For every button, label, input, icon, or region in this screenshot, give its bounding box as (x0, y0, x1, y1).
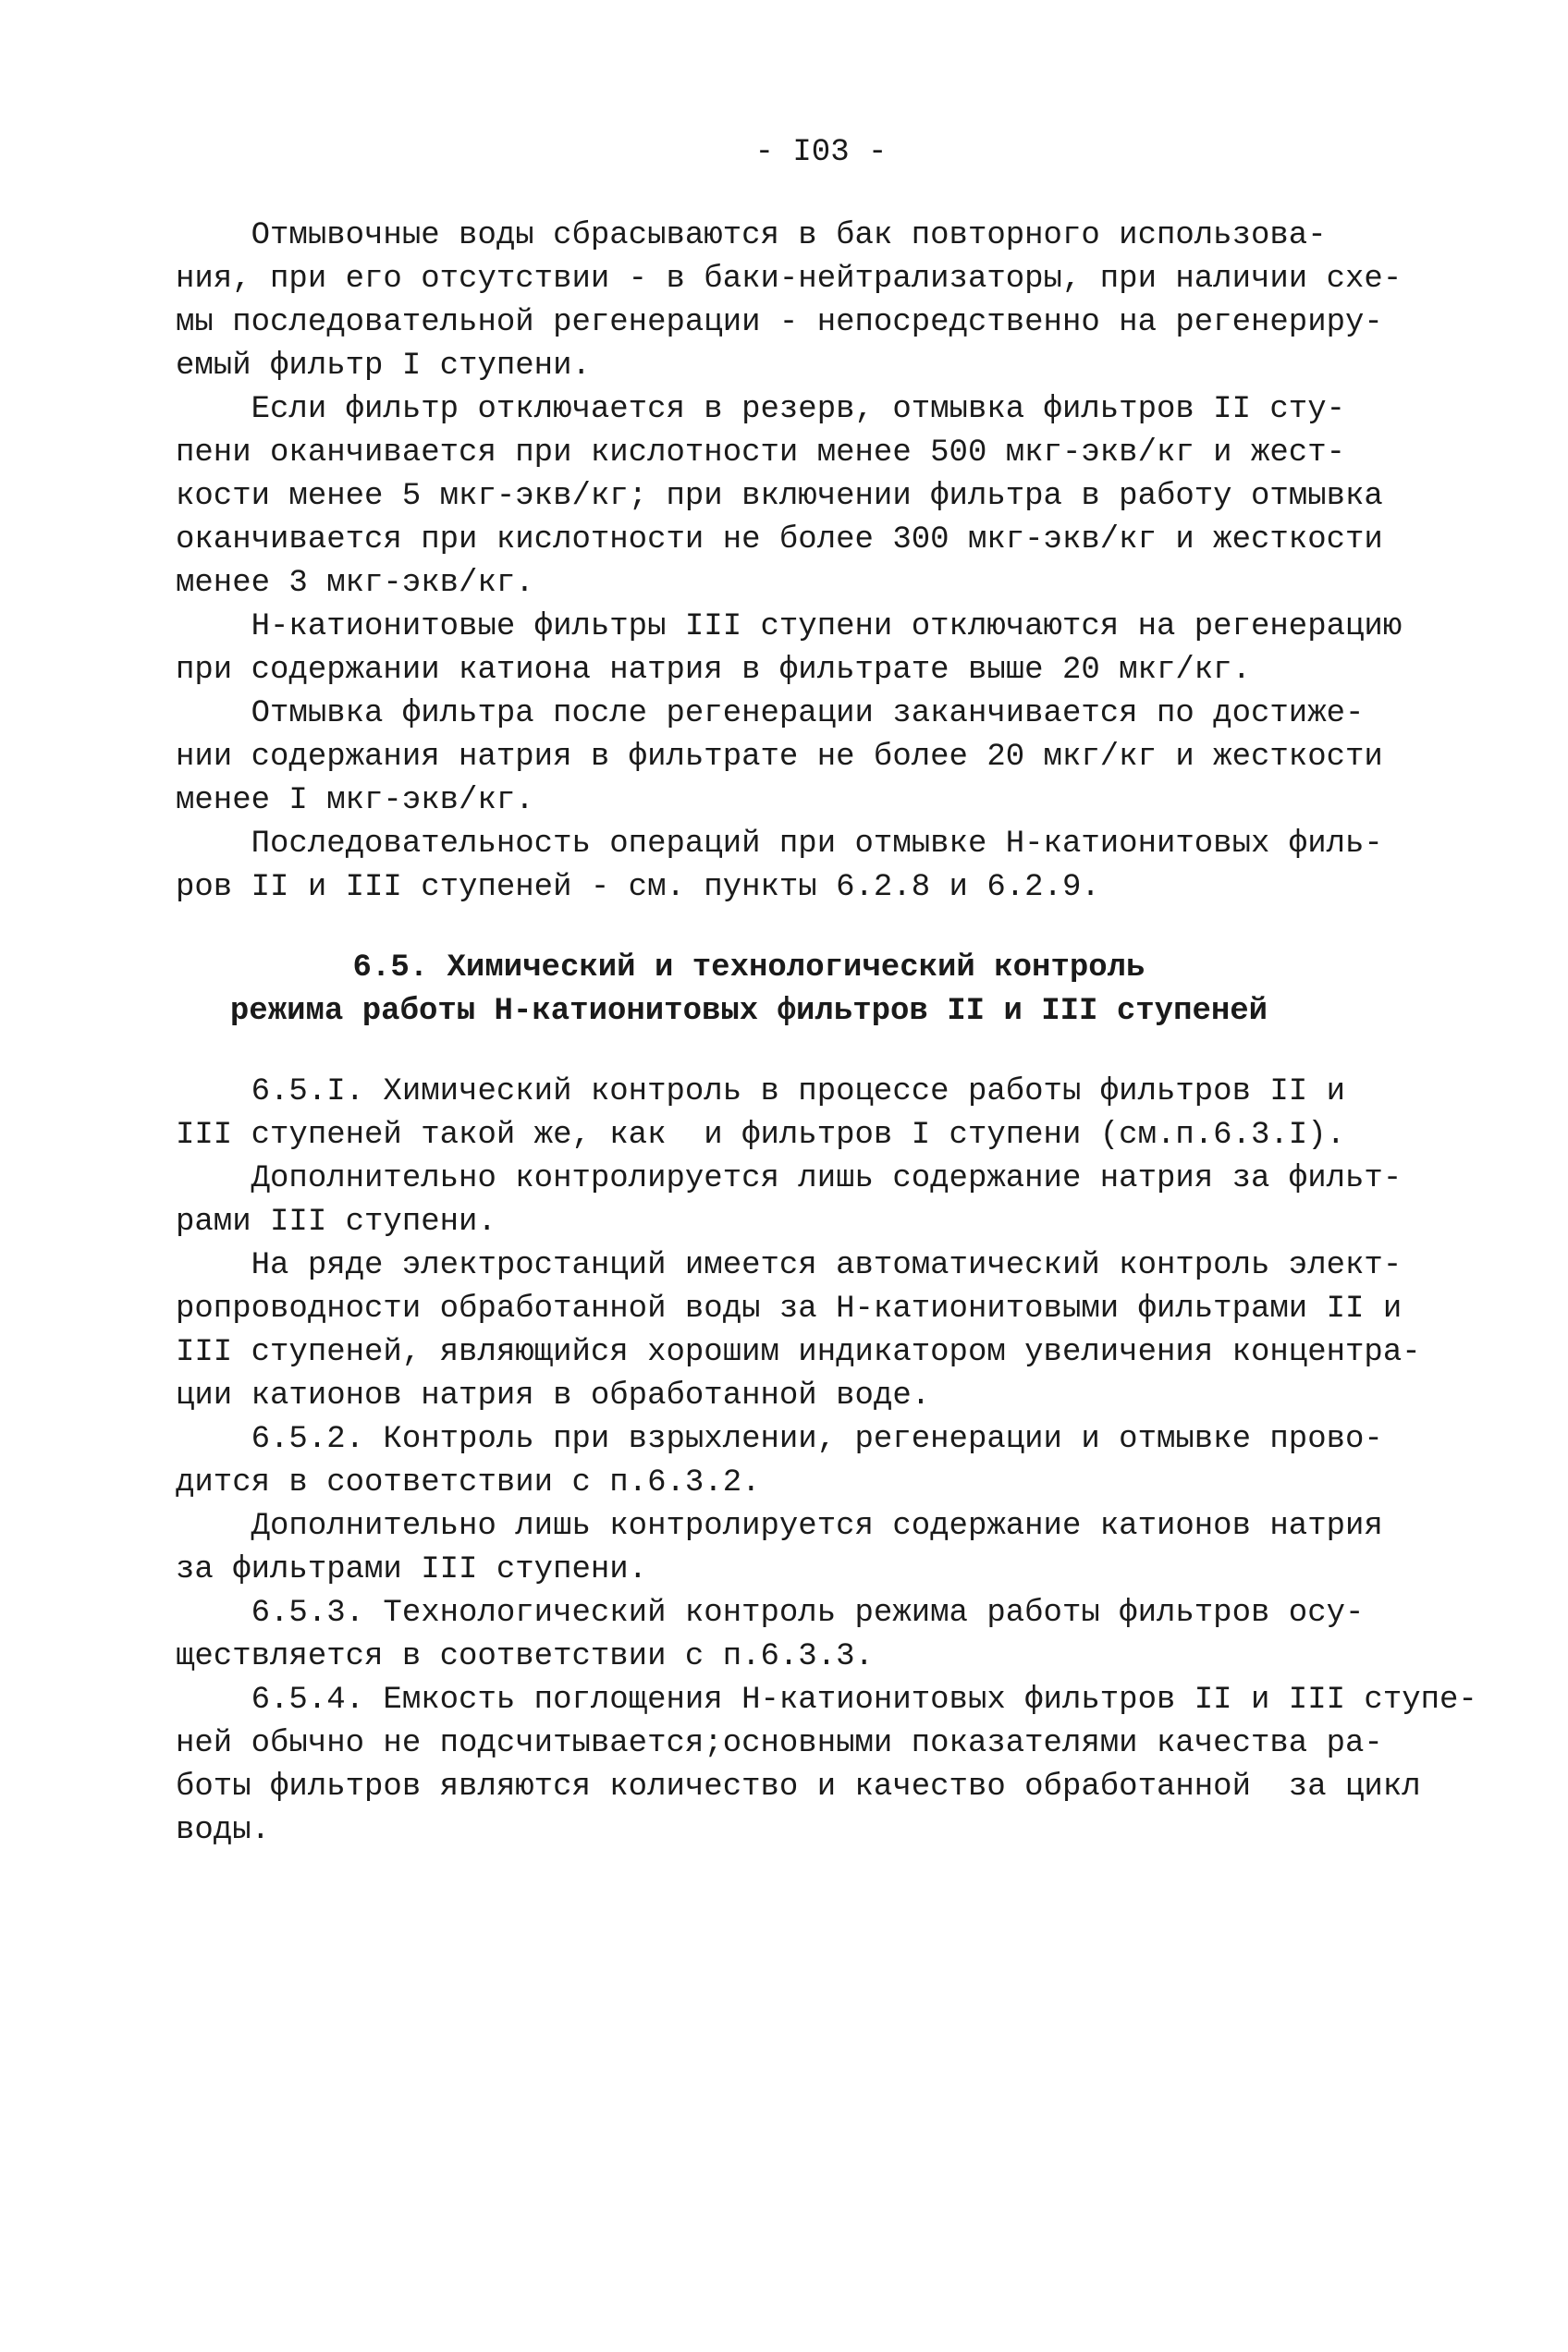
paragraph (176, 1592, 1365, 1679)
text-line: Отмывочные воды сбрасываются в бак повторного использова- (176, 218, 1327, 253)
paragraph (176, 1679, 1477, 1853)
text-line: мы последовательной регенерации - непосредственно на регенериру- (176, 305, 1383, 340)
text-line: воды. (176, 1813, 271, 1848)
paragraphs-after (176, 1071, 1477, 1853)
text-line: дится в соответствии с п.6.3.2. (176, 1465, 761, 1501)
paragraph (176, 823, 1383, 910)
text-line: ров II и III ступеней - см. пункты 6.2.8 и 6.2.9. (176, 870, 1100, 905)
section-heading (176, 947, 1322, 1034)
page-number: - I03 - (754, 135, 888, 170)
paragraph (176, 1158, 1403, 1244)
paragraph (176, 1418, 1383, 1505)
text-line: менее I мкг-экв/кг. (176, 783, 534, 818)
text-line: ществляется в соответствии с п.6.3.3. (176, 1639, 874, 1674)
text-line: боты фильтров являются количество и качество обработанной за цикл (176, 1770, 1421, 1805)
text-line: ции катионов натрия в обработанной воде. (176, 1378, 931, 1414)
text-line: Если фильтр отключается в резерв, отмывка фильтров II сту- (176, 392, 1346, 427)
text-line: Дополнительно лишь контролируется содержание катионов натрия (176, 1509, 1383, 1544)
section-heading-line: 6.5. Химический и технологический контроль (352, 950, 1145, 986)
text-line: кости менее 5 мкг-экв/кг; при включении фильтра в работу отмывка (176, 479, 1383, 514)
text-line: III ступеней такой же, как и фильтров I ступени (см.п.6.3.I). (176, 1118, 1346, 1153)
text-line: пени оканчивается при кислотности менее 500 мкг-экв/кг и жест- (176, 435, 1346, 471)
text-line: III ступеней, являющийся хорошим индикатором увеличения концентра- (176, 1335, 1421, 1370)
text-line: Отмывка фильтра после регенерации заканчивается по достиже- (176, 696, 1365, 731)
text-line: при содержании катиона натрия в фильтрате выше 20 мкг/кг. (176, 653, 1251, 688)
text-line: нии содержания натрия в фильтрате не более 20 мкг/кг и жесткости (176, 740, 1383, 775)
text-line: Последовательность операций при отмывке Н-катионитовых филь- (176, 827, 1383, 862)
text-line: Дополнительно контролируется лишь содержание натрия за фильт- (176, 1161, 1403, 1196)
text-line: за фильтрами III ступени. (176, 1552, 648, 1587)
spacer (176, 910, 1322, 947)
paragraph (176, 606, 1403, 692)
text-line: оканчивается при кислотности не более 300 мкг-экв/кг и жесткости (176, 522, 1383, 557)
text-line: емый фильтр I ступени. (176, 349, 591, 384)
paragraph (176, 214, 1403, 388)
text-line: ней обычно не подсчитывается;основными показателями качества ра- (176, 1726, 1383, 1761)
text-line: ропроводности обработанной воды за Н-катионитовыми фильтрами II и (176, 1292, 1403, 1327)
text-line: 6.5.4. Емкость поглощения Н-катионитовых фильтров II и III ступе- (176, 1683, 1477, 1718)
text-line: 6.5.3. Технологический контроль режима работы фильтров осу- (176, 1596, 1365, 1631)
text-line: Н-катионитовые фильтры III ступени отключаются на регенерацию (176, 609, 1403, 644)
spacer (176, 1034, 1322, 1071)
paragraph (176, 1505, 1383, 1592)
paragraph (176, 1071, 1346, 1158)
paragraph (176, 1244, 1421, 1418)
paragraph (176, 692, 1383, 823)
text-line: 6.5.2. Контроль при взрыхлении, регенерации и отмывке прово- (176, 1422, 1383, 1457)
text-line: 6.5.I. Химический контроль в процессе работы фильтров II и (176, 1074, 1346, 1109)
text-line: менее 3 мкг-экв/кг. (176, 566, 534, 601)
body-text (176, 214, 1477, 1853)
section-heading-line: режима работы Н-катионитовых фильтров II и III ступеней (229, 994, 1268, 1029)
text-line: ния, при его отсутствии - в баки-нейтрализаторы, при наличии схе- (176, 262, 1403, 297)
text-line: рами III ступени. (176, 1205, 496, 1240)
paragraphs-before (176, 214, 1403, 910)
text-line: На ряде электростанций имеется автоматический контроль элект- (176, 1248, 1403, 1283)
paragraph (176, 388, 1383, 606)
